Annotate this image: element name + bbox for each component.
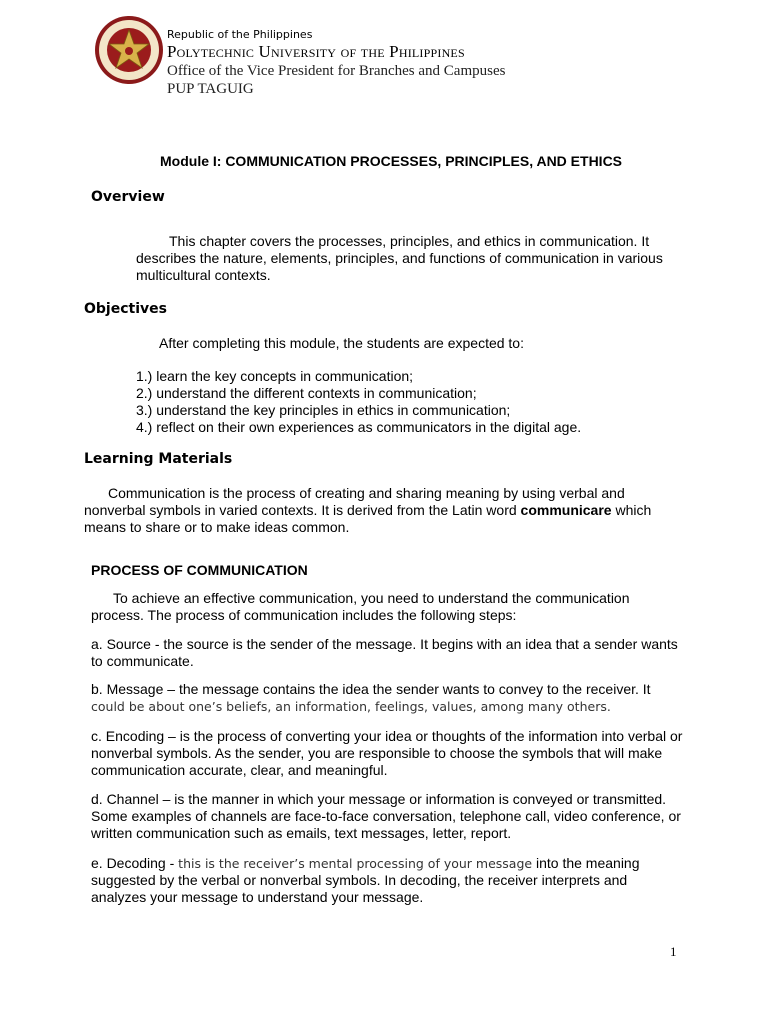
learning-materials-paragraph <box>84 485 651 536</box>
step-encoding <box>91 728 682 779</box>
step-line: c. Encoding – is the process of converting your idea or thoughts of the information into verbal or <box>91 728 683 744</box>
step-text: into the meaning <box>532 855 640 871</box>
step-channel <box>91 791 681 842</box>
step-line: d. Channel – is the manner in which your message or information is conveyed or transmitted. <box>91 791 667 807</box>
process-intro-line: process. The process of communication includes the following steps: <box>91 607 517 623</box>
step-line <box>91 855 640 872</box>
university-name: Polytechnic University of the Philippines <box>167 42 465 61</box>
learning-line <box>84 502 651 519</box>
learning-line-text: nonverbal symbols in varied contexts. It is derived from the Latin word <box>84 502 521 518</box>
objectives-heading: Objectives <box>84 301 167 317</box>
page-number: 1 <box>670 944 677 959</box>
learning-line-text: which <box>611 502 652 518</box>
overview-line: This chapter covers the processes, principles, and ethics in communication. It <box>169 233 650 249</box>
module-title: Module I: COMMUNICATION PROCESSES, PRINCIPLES, AND ETHICS <box>160 153 623 169</box>
objective-item: 2.) understand the different contexts in communication; <box>136 385 477 401</box>
republic-label: Republic of the Philippines <box>167 28 313 41</box>
campus-name: PUP TAGUIG <box>167 81 254 97</box>
step-line: b. Message – the message contains the idea the sender wants to convey to the receiver. It <box>91 681 651 697</box>
step-line: could be about one’s beliefs, an information, feelings, values, among many others. <box>91 699 611 714</box>
step-source <box>91 636 678 670</box>
objective-item: 3.) understand the key principles in ethics in communication; <box>136 402 511 418</box>
overview-paragraph <box>136 233 663 284</box>
latin-word: communicare <box>520 502 612 518</box>
overview-line: multicultural contexts. <box>136 267 271 283</box>
step-line: a. Source - the source is the sender of the message. It begins with an idea that a sender wants <box>91 636 678 652</box>
overview-line: describes the nature, elements, principles, and functions of communication in various <box>136 250 663 266</box>
overview-heading: Overview <box>91 189 165 205</box>
step-line: written communication such as emails, text messages, letter, report. <box>91 825 512 841</box>
step-text: this is the receiver’s mental processing of your message <box>178 856 533 871</box>
step-decoding <box>91 855 640 906</box>
step-line: analyzes your message to understand your message. <box>91 889 424 905</box>
objectives-intro: After completing this module, the students are expected to: <box>159 335 524 351</box>
process-intro <box>91 590 630 624</box>
learning-line: Communication is the process of creating and sharing meaning by using verbal and <box>108 485 625 501</box>
learning-line: means to share or to make ideas common. <box>84 519 350 535</box>
step-line: nonverbal symbols. As the sender, you are responsible to choose the symbols that will make <box>91 745 663 761</box>
learning-materials-heading: Learning Materials <box>84 451 233 467</box>
step-line: Some examples of channels are face-to-face conversation, telephone call, video conference, or <box>91 808 681 824</box>
objective-item: 1.) learn the key concepts in communication; <box>136 368 414 384</box>
objective-item: 4.) reflect on their own experiences as communicators in the digital age. <box>136 419 582 435</box>
step-line: communication accurate, clear, and meaningful. <box>91 762 388 778</box>
step-text: e. Decoding - <box>91 855 179 871</box>
university-seal-logo <box>93 10 165 100</box>
process-intro-line: To achieve an effective communication, you need to understand the communication <box>113 590 630 606</box>
step-message <box>91 681 651 715</box>
process-heading: PROCESS OF COMMUNICATION <box>91 562 308 578</box>
step-line: suggested by the verbal or nonverbal symbols. In decoding, the receiver interprets and <box>91 872 628 888</box>
office-name: Office of the Vice President for Branches and Campuses <box>167 63 506 79</box>
objectives-list <box>136 368 581 436</box>
step-line: to communicate. <box>91 653 194 669</box>
